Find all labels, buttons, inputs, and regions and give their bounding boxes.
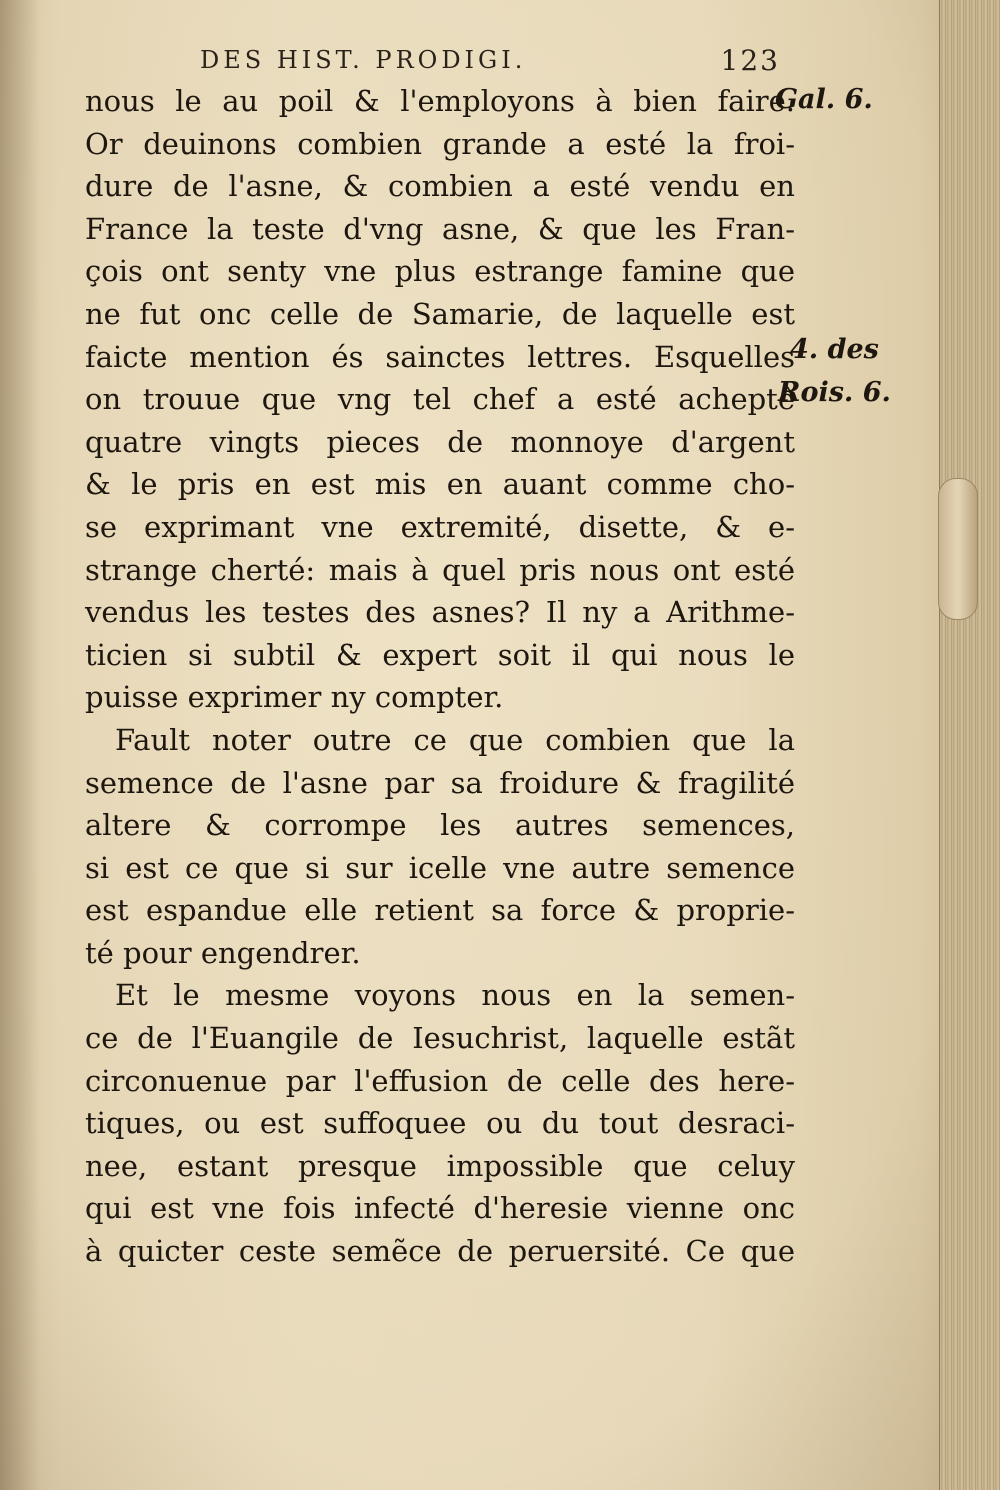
page-number: 123 bbox=[720, 44, 780, 77]
text-line: si est ce que si sur icelle vne autre semence bbox=[85, 850, 795, 885]
text-line: altere & corrompe les autres semences, bbox=[85, 808, 795, 843]
text-line: ticien si subtil & expert soit il qui nous le bbox=[85, 637, 795, 672]
text-line: faicte mention és sainctes lettres. Esquelles bbox=[85, 339, 795, 374]
text-line: çois ont senty vne plus estrange famine que bbox=[85, 254, 795, 289]
margin-note-gal: Gal. 6. bbox=[775, 84, 873, 115]
text-line: té pour engendrer. bbox=[85, 935, 361, 970]
text-line: vendus les testes des asnes? Il ny a Arithme- bbox=[85, 595, 795, 630]
page-header bbox=[200, 40, 780, 84]
text-line: nous le au poil & l'employons à bien faire. bbox=[85, 84, 795, 118]
margin-note-rois-bottom: Rois. 6. bbox=[778, 377, 891, 408]
text-line: à quicter ceste semẽce de peruersité. Ce que bbox=[85, 1234, 795, 1269]
text-line: Et le mesme voyons nous en la semen- bbox=[115, 978, 795, 1013]
text-line: circonuenue par l'effusion de celle des here- bbox=[85, 1063, 795, 1098]
text-line: & le pris en est mis en auant comme cho- bbox=[85, 467, 795, 502]
text-line: est espandue elle retient sa force & proprie- bbox=[85, 893, 795, 928]
book-clasp bbox=[938, 478, 978, 620]
text-line: Fault noter outre ce que combien que la bbox=[115, 722, 795, 757]
text-line: France la teste d'vng asne, & que les Fran- bbox=[85, 211, 795, 246]
body-text bbox=[85, 80, 795, 1273]
text-line: quatre vingts pieces de monnoye d'argent bbox=[85, 424, 795, 459]
text-line: ce de l'Euangile de Iesuchrist, laquelle estãt bbox=[85, 1021, 795, 1056]
text-line: qui est vne fois infecté d'heresie vienne onc bbox=[85, 1191, 795, 1226]
text-line: Or deuinons combien grande a esté la froi- bbox=[85, 126, 795, 161]
text-line: semence de l'asne par sa froidure & fragilité bbox=[85, 765, 795, 800]
margin-note-rois-top: 4. des bbox=[790, 334, 879, 365]
running-head: DES HIST. PRODIGI. bbox=[200, 46, 527, 74]
text-line: tiques, ou est suffoquee ou du tout desraci- bbox=[85, 1106, 795, 1141]
text-line: se exprimant vne extremité, disette, & e- bbox=[85, 509, 795, 544]
text-line: strange cherté: mais à quel pris nous ont esté bbox=[85, 552, 795, 587]
page-edges bbox=[939, 0, 1000, 1490]
binding-shadow bbox=[0, 0, 40, 1490]
text-line: dure de l'asne, & combien a esté vendu en bbox=[85, 169, 795, 204]
text-line: nee, estant presque impossible que celuy bbox=[85, 1148, 795, 1183]
text-line: ne fut onc celle de Samarie, de laquelle est bbox=[85, 296, 795, 331]
text-line: puisse exprimer ny compter. bbox=[85, 680, 504, 715]
text-line: on trouue que vng tel chef a esté acheptê bbox=[85, 382, 795, 417]
